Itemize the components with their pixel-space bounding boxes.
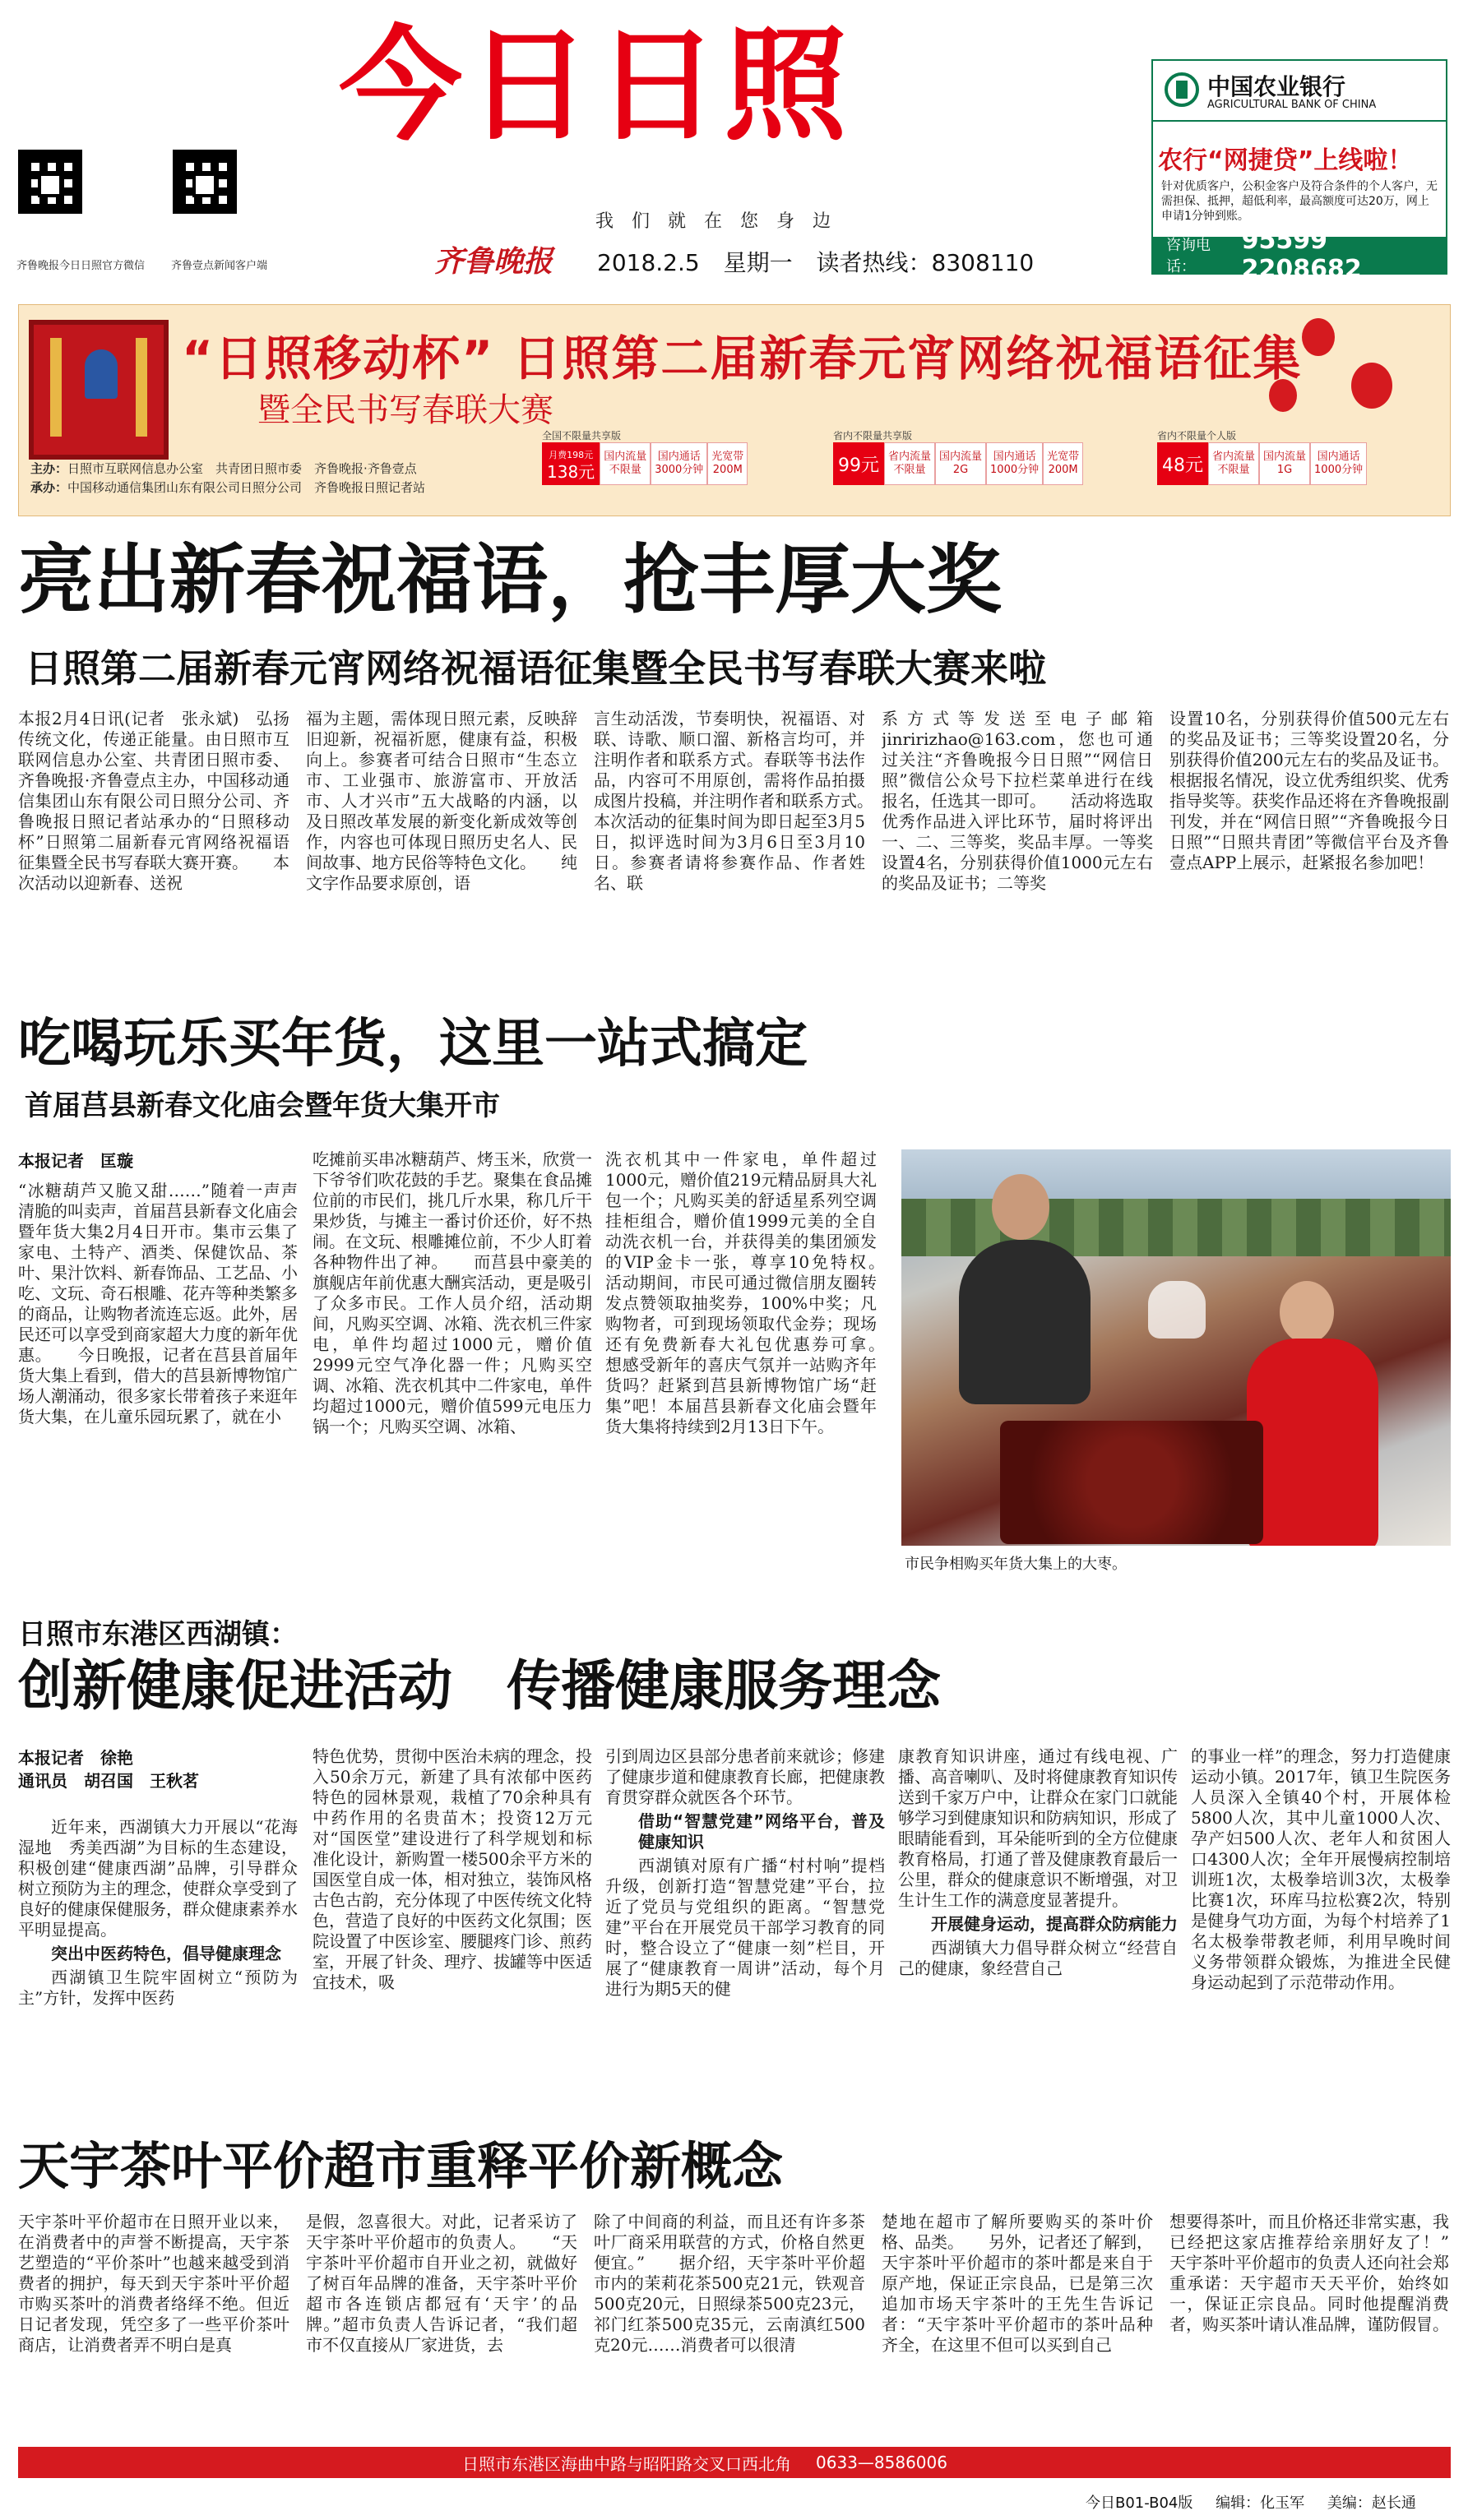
ad-address: 日照市东港区海曲中路与昭阳路交叉口西北角 — [462, 2453, 791, 2474]
article1-col1: 本报2月4日讯(记者 张永斌) 弘扬传统文化，传递正能量。由日照市互联网信息办公室、共青团日照市委、齐鲁晚报·齐鲁壹点主办，中国移动通信集团山东有限公司日照分公司、齐鲁晚报日照记者站承办的“日照移动杯”日照第二届新春元宵网络祝福语征集暨全民书写春联大赛开赛。 本次活动以迎新春、送祝 — [18, 709, 289, 893]
article3-col4-body: 西湖镇大力倡导群众树立“经营自己的健康，象经营自己 — [898, 1938, 1178, 1978]
bank-description: 针对优质客户，公积金客户及符合条件的个人客户，无需担保、抵押，超低利率，最高额度可达20万，网上申请1分钟到账。 — [1161, 180, 1438, 223]
brand-logo: 齐鲁晚报 — [434, 244, 553, 279]
package-cell-label: 国内流量 — [939, 451, 983, 463]
article3-col3-top: 引到周边区县部分患者前来就诊；修建了健康步道和健康教育长廊，把健康教育贯穿群众就医各个环节。 — [605, 1746, 885, 1807]
bank-slogan: 农行“网捷贷”上线啦！ — [1158, 146, 1413, 175]
package-cell-label: 国内通话 — [1317, 451, 1360, 463]
article3-col4-subhead: 开展健身运动，提高群众防病能力 — [931, 1914, 1178, 1934]
photo-caption: 市民争相购买年货大集上的大枣。 — [905, 1556, 1127, 1573]
article1-col5: 设置10名，分别获得价值500元左右的奖品及证书；三等奖设置20名，分别获得价值200元左右的奖品及证书。根据报名情况，设立优秀组织奖、优秀指导奖等。获奖作品还将在齐鲁晚报副刊发，并在“网信日照”“齐鲁晚报今日日照”“日照共青团”等微信平台及齐鲁壹点APP上展示，赶紧报名参加吧！ — [1169, 709, 1449, 872]
lantern-icon — [1302, 318, 1335, 356]
article3-col1-intro: 近年来，西湖镇大力开展以“花海湿地 秀美西湖”为目标的生态建设，积极创建“健康西湖”品牌，引导群众树立预防为主的理念，使群众享受到了良好的健康保健服务，群众健康素养水平明显提高。 — [18, 1817, 298, 1940]
newspaper-title: 今日日照 — [339, 15, 853, 158]
article4-col1: 天宇茶叶平价超市在日照开业以来，在消费者中的声誉不断提高，天宇茶艺塑造的“平价茶叶”也越来越受到消费者的拥护，每天到天宇茶叶平价超市购买茶叶的消费者络绎不绝。但近日记者发现，凭空多了一些平价茶叶商店，让消费者弄不明白是真 — [18, 2212, 289, 2355]
article4-col2: 是假，忽喜很大。对此，记者采访了天宇茶叶平价超市的负责人。 “天宇茶叶平价超市自开业之初，就做好了树百年品牌的准备，天宇茶叶平价超市各连锁店都冠有‘天宇’的品牌。”超市负责人告诉记者，“我们超市不仅直接从厂家进货，去 — [306, 2212, 577, 2355]
package-national — [542, 428, 748, 485]
bank-name-en: AGRICULTURAL BANK OF CHINA — [1207, 99, 1377, 111]
article3-col2: 特色优势，贯彻中医治未病的理念，投入50余万元，新建了具有浓郁中医药特色的园林景观，栽植了70余种具有中药作用的名贵苗木；投资12万元对“国医堂”建设进行了科学规划和标准化设计，新购置一楼500余平方米的国医堂自成一体，相对独立，装饰风格古色古韵，充分体现了中医传统文化特色，营造了良好的中医药文化氛围；医院设置了中医诊室、腰腿疼门诊、煎药室，开展了针灸、理疗、拔罐等中医适宜技术，吸 — [313, 1746, 592, 1992]
bank-logo-icon — [1165, 72, 1199, 107]
bank-phone: 95599 2208682 — [1241, 226, 1362, 284]
package-head: 省内不限量个人版 — [1157, 430, 1237, 442]
package-cell-value: 不限量 — [609, 464, 641, 476]
page-range: 今日B01-B04版 — [1086, 2495, 1193, 2512]
issue-date: 2018.2.5 — [597, 249, 700, 276]
package-province-share — [833, 428, 1083, 485]
article3-kicker: 日照市东港区西湖镇： — [18, 1618, 298, 1651]
package-price: 138元 — [547, 462, 595, 482]
article4-col5: 想要得茶叶，而且价格还非常实惠，我已经把这家店推荐给亲朋好友了！” 天宇茶叶平价超市的负责人还向社会郑重承诺：天宇超市天天平价，始终如一，保证正宗良品。同时他提醒消费者，购买茶叶请认准品牌，谨防假冒。 — [1169, 2212, 1449, 2334]
package-cell-label: 国内通话 — [993, 451, 1036, 463]
banner-title: “日照移动杯” 日照第二届新春元宵网络祝福语征集 — [182, 331, 1303, 386]
qr1-caption: 齐鲁晚报今日日照官方微信 — [16, 260, 146, 272]
host-label: 主办： — [30, 461, 68, 476]
issue-weekday: 星期一 — [723, 249, 793, 276]
package-cell-label: 省内流量 — [888, 451, 932, 463]
package-cell-value: 1000分钟 — [1314, 464, 1364, 476]
article3-col1-subhead: 突出中医药特色，倡导健康理念 — [51, 1944, 281, 1963]
article2-col3: 洗衣机其中一件家电，单件超过1000元，赠价值219元精品厨具大礼包一个；凡购买美的舒适星系列空调挂柜组合，赠价值1999元美的全自动洗衣机一台，并获得美的集团颁发的VIP金卡一张，尊享10免特权。 活动期间，市民可通过微信朋友圈转发点赞领取抽奖券，100%中奖；凡购物者，可到现场领取代金券；现场还有免费新春大礼包优惠券可拿。 想感受新年的喜庆气氛并一站购齐年货吗？赶紧到莒县新博物馆广场“赶集”吧！本届莒县新春文化庙会暨年货大集将持续到2月13日下午。 — [605, 1149, 877, 1436]
designer: 美编：赵长通 — [1327, 2495, 1416, 2512]
bank-phone-label: 咨询电话： — [1166, 237, 1211, 275]
package-cell-value: 1G — [1276, 464, 1293, 476]
package-cell-label: 国内流量 — [604, 451, 647, 463]
bank-ad[interactable] — [1151, 59, 1447, 284]
page-footer — [1086, 2491, 1416, 2513]
article1-subhead: 日照第二届新春元宵网络祝福语征集暨全民书写春联大赛来啦 — [25, 646, 1046, 691]
qr-code-wechat[interactable] — [18, 150, 82, 214]
article3-col5: 的事业一样”的理念，努力打造健康运动小镇。2017年，镇卫生院医务人员深入全镇40个村，开展体检5800人次，其中儿童1000人次、孕产妇500人次、老年人和贫困人口4300人次；全年开展慢病控制培训班1次，太极拳培训3次，太极拳比赛1次，环库马拉松赛2次，特别是健身气功方面，为每个村培养了1名太极拳带教老师，利用早晚时间义务带领群众锻炼，为推进全民健身运动起到了示范带动作用。 — [1191, 1746, 1451, 1992]
ad-phone: 0633—8586006 — [816, 2453, 947, 2472]
qr2-caption: 齐鲁壹点新闻客户端 — [171, 260, 268, 272]
article3-col3 — [605, 1746, 885, 2133]
package-price: 48元 — [1162, 455, 1203, 476]
article4-col4: 楚地在超市了解所要购买的茶叶价格、品类。 另外，记者还了解到，天宇茶叶平价超市的茶叶都是来自于原产地，保证正宗良品，已是第三次追加市场天宇茶叶的王先生告诉记者：“天宇茶叶平价超市的茶叶品种齐全，在这里不但可以买到自己 — [882, 2212, 1153, 2355]
market-photo — [901, 1149, 1451, 1546]
bank-name: 中国农业银行 — [1207, 73, 1346, 100]
package-cell-label: 光宽带 — [1047, 451, 1080, 463]
article4-headline: 天宇茶叶平价超市重释平价新概念 — [18, 2136, 784, 2196]
article2-subhead: 首届莒县新春文化庙会暨年货大集开市 — [25, 1089, 500, 1122]
package-price: 99元 — [838, 455, 879, 476]
article1-col4: 系方式等发送至电子邮箱jinririzhao@163.com，您也可通过关注“齐鲁晚报今日日照”“网信日照”微信公众号下拉栏菜单进行在线报名，任选其一即可。 活动将选取优秀作品进入评比环节，届时将评出一、二、三等奖，奖品丰厚。一等奖设置4名，分别获得价值1000元左右的奖品及证书；二等奖 — [882, 709, 1153, 893]
package-head: 全国不限量共享版 — [542, 430, 622, 442]
package-cell-value: 不限量 — [893, 464, 926, 476]
article2-headline: 吃喝玩乐买年货，这里一站式搞定 — [18, 1014, 808, 1075]
door-illustration — [29, 320, 169, 460]
package-cell-value: 不限量 — [1217, 464, 1250, 476]
organizer-label: 承办： — [30, 480, 68, 495]
package-cell-value: 3000分钟 — [655, 464, 704, 476]
bank-phone-bar — [1153, 226, 1446, 284]
package-cell-label: 省内流量 — [1212, 451, 1256, 463]
article3-headline: 创新健康促进活动 传播健康服务理念 — [18, 1654, 941, 1718]
banner-ad[interactable] — [18, 304, 1451, 516]
slogan: 我们就在您身边 — [595, 211, 850, 232]
article3-col1-body: 西湖镇卫生院牢固树立“预防为主”方针，发挥中医药 — [18, 1967, 298, 2008]
lantern-icon — [1351, 363, 1392, 409]
package-price-note: 月费198元 — [549, 450, 594, 460]
host-list: 日照市互联网信息办公室 共青团日照市委 齐鲁晚报·齐鲁壹点 — [67, 461, 417, 476]
package-cell-value: 200M — [1048, 464, 1078, 476]
reader-hotline: 读者热线：8308110 — [816, 249, 1035, 276]
article3-byline-reporter: 本报记者 徐艳 — [18, 1748, 133, 1768]
article4-col3: 除了中间商的利益，而且还有许多茶叶厂商采用联营的方式，价格自然更便宜。” 据介绍，天宇茶叶平价超市内的茉莉花茶500克21元，铁观音500克20元，日照绿茶500克23元，祁门红茶500克35元，云南滇红500克20元……消费者可以很清 — [594, 2212, 865, 2355]
package-cell-label: 国内通话 — [657, 451, 701, 463]
package-cell-value: 200M — [712, 464, 743, 476]
editor: 编辑：化玉军 — [1216, 2495, 1305, 2512]
article1-headline: 亮出新春祝福语，抢丰厚大奖 — [18, 536, 1003, 624]
article3-byline-correspondent: 通讯员 胡召国 王秋茗 — [18, 1771, 199, 1791]
package-cell-label: 光宽带 — [711, 451, 744, 463]
banner-subtitle: 暨全民书写春联大赛 — [257, 391, 553, 429]
organizer-list: 中国移动通信集团山东有限公司日照分公司 齐鲁晚报日照记者站 — [67, 480, 426, 495]
package-cell-value: 1000分钟 — [990, 464, 1040, 476]
article2-col1: “冰糖葫芦又脆又甜……”随着一声声清脆的叫卖声，首届莒县新春文化庙会暨年货大集2月4日开市。集市云集了家电、土特产、酒类、保健饮品、茶叶、果汁饮料、新春饰品、工艺品、小吃、文玩、奇石根雕、花卉等种类繁多的商品，让购物者流连忘返。此外，居民还可以享受到商家超大力度的新年优惠。 今日晚报，记者在莒县首届年货大集上看到，借大的莒县新博物馆广场人潮涌动，很多家长带着孩子来逛年货大集，在儿童乐园玩累了，就在小 — [18, 1181, 298, 1426]
article1-col3: 言生动活泼，节奏明快，祝福语、对联、诗歌、顺口溜、新格言均可，并注明作者和联系方式。春联等书法作品，内容可不用原创，需将作品拍摄成图片投稿，并注明作者和联系方式。 本次活动的征集时间为即日起至3月5日，拟评选时间为3月6日至3月10日。参赛者请将参赛作品、作者姓名、联 — [594, 709, 865, 893]
article3-col4 — [898, 1746, 1178, 2133]
package-cell-label: 国内流量 — [1263, 451, 1307, 463]
article3-col3-body: 西湖镇对原有广播“村村响”提档升级，创新打造“智慧党建”平台，拉近了党员与党组织的距离。“智慧党建”平台在开展党员干部学习教育的同时，整合设立了“健康一刻”栏目，开展了“健康教育一周讲”活动，每个月进行为期5天的健 — [605, 1856, 885, 1999]
ad-address-bar — [18, 2447, 1451, 2478]
article3-col3-subhead: 借助“智慧党建”网络平台，普及健康知识 — [638, 1811, 885, 1852]
article2-col2: 吃摊前买串冰糖葫芦、烤玉米，欣赏一下爷爷们吹花鼓的手艺。聚集在食品摊位前的市民们，挑几斤水果，称几斤干果炒货，与摊主一番讨价还价，好不热闹。在文玩、根雕摊位前，不少人盯着各种物件出了神。 而莒县中豪美的旗舰店年前优惠大酬宾活动，更是吸引了众多市民。工作人员介绍，活动期间，凡购买空调、冰箱、洗衣机三件家电，单件均超过1000元，赠价值2999元空气净化器一件；凡购买空调、冰箱、洗衣机其中二件家电，单件均超过1000元，赠价值599元电压力锅一个；凡购买空调、冰箱、 — [313, 1149, 592, 1436]
article1-col2: 福为主题，需体现日照元素，反映辞旧迎新，祝福祈愿，健康有益，积极向上。参赛者可结合日照市“生态立市、工业强市、旅游富市、开放活市、人才兴市”五大战略的内涵，以及日照改革发展的新变化新成效等创作，内容也可体现日照历史名人、民间故事、地方民俗等特色文化。 纯文字作品要求原创，语 — [306, 709, 577, 893]
package-head: 省内不限量共享版 — [833, 430, 913, 442]
package-province-personal — [1157, 428, 1367, 485]
article3-col1 — [18, 1817, 298, 2129]
package-cell-value: 2G — [952, 464, 969, 476]
qr-code-app[interactable] — [173, 150, 237, 214]
article2-byline: 本报记者 匡璇 — [18, 1151, 133, 1171]
article3-col4-top: 康教育知识讲座，通过有线电视、广播、高音喇叭、及时将健康教育知识传送到千家万户中，让群众在家门口就能够学习到健康知识和防病知识，形成了眼睛能看到，耳朵能听到的全方位健康教育格局，打通了普及健康教育最后一公里，群众的健康意识不断增强，对卫生计生工作的满意度显著提升。 — [898, 1746, 1178, 1910]
